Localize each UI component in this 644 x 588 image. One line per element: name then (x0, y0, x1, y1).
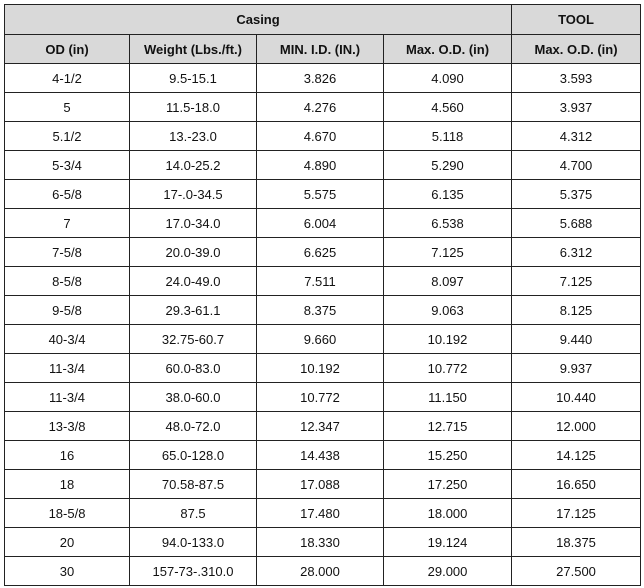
cell-tool-max-od: 5.688 (512, 209, 641, 238)
table-row (5, 499, 641, 528)
cell-od: 9-5/8 (5, 296, 130, 325)
table-row (5, 412, 641, 441)
cell-tool-max-od: 16.650 (512, 470, 641, 499)
cell-weight: 70.58-87.5 (130, 470, 257, 499)
cell-tool-max-od: 9.440 (512, 325, 641, 354)
cell-min-id: 4.276 (257, 93, 384, 122)
cell-weight: 17.0-34.0 (130, 209, 257, 238)
cell-max-od: 29.000 (384, 557, 512, 586)
table-row (5, 151, 641, 180)
cell-weight: 157-73-.310.0 (130, 557, 257, 586)
cell-max-od: 7.125 (384, 238, 512, 267)
cell-min-id: 28.000 (257, 557, 384, 586)
cell-od: 6-5/8 (5, 180, 130, 209)
cell-min-id: 14.438 (257, 441, 384, 470)
table-header (5, 5, 641, 64)
cell-tool-max-od: 9.937 (512, 354, 641, 383)
cell-tool-max-od: 7.125 (512, 267, 641, 296)
table-body (5, 64, 641, 586)
tool-group-header: TOOL (512, 5, 641, 35)
table-row (5, 209, 641, 238)
column-header-row (5, 35, 641, 64)
cell-min-id: 6.625 (257, 238, 384, 267)
cell-max-od: 5.290 (384, 151, 512, 180)
casing-group-header: Casing (5, 5, 512, 35)
cell-tool-max-od: 8.125 (512, 296, 641, 325)
table-row (5, 557, 641, 586)
cell-od: 18-5/8 (5, 499, 130, 528)
cell-max-od: 15.250 (384, 441, 512, 470)
casing-tool-table (4, 4, 641, 586)
cell-min-id: 8.375 (257, 296, 384, 325)
cell-max-od: 5.118 (384, 122, 512, 151)
cell-max-od: 12.715 (384, 412, 512, 441)
column-header-max-od: Max. O.D. (in) (384, 35, 512, 64)
cell-weight: 14.0-25.2 (130, 151, 257, 180)
cell-max-od: 11.150 (384, 383, 512, 412)
cell-weight: 11.5-18.0 (130, 93, 257, 122)
cell-min-id: 3.826 (257, 64, 384, 93)
column-header-weight: Weight (Lbs./ft.) (130, 35, 257, 64)
table-row (5, 64, 641, 93)
cell-tool-max-od: 3.937 (512, 93, 641, 122)
cell-min-id: 4.670 (257, 122, 384, 151)
cell-weight: 87.5 (130, 499, 257, 528)
cell-od: 4-1/2 (5, 64, 130, 93)
cell-tool-max-od: 4.700 (512, 151, 641, 180)
cell-min-id: 9.660 (257, 325, 384, 354)
cell-tool-max-od: 5.375 (512, 180, 641, 209)
cell-min-id: 6.004 (257, 209, 384, 238)
cell-weight: 94.0-133.0 (130, 528, 257, 557)
cell-max-od: 18.000 (384, 499, 512, 528)
cell-od: 7-5/8 (5, 238, 130, 267)
cell-max-od: 10.772 (384, 354, 512, 383)
table-row (5, 122, 641, 151)
cell-weight: 13.-23.0 (130, 122, 257, 151)
cell-od: 5.1/2 (5, 122, 130, 151)
cell-min-id: 10.772 (257, 383, 384, 412)
cell-min-id: 4.890 (257, 151, 384, 180)
table-row (5, 383, 641, 412)
cell-od: 5 (5, 93, 130, 122)
cell-weight: 60.0-83.0 (130, 354, 257, 383)
cell-min-id: 12.347 (257, 412, 384, 441)
cell-od: 30 (5, 557, 130, 586)
cell-max-od: 6.135 (384, 180, 512, 209)
cell-max-od: 6.538 (384, 209, 512, 238)
cell-weight: 32.75-60.7 (130, 325, 257, 354)
cell-od: 11-3/4 (5, 383, 130, 412)
column-header-min-id: MIN. I.D. (IN.) (257, 35, 384, 64)
cell-od: 40-3/4 (5, 325, 130, 354)
cell-od: 7 (5, 209, 130, 238)
cell-od: 16 (5, 441, 130, 470)
cell-max-od: 4.090 (384, 64, 512, 93)
cell-od: 13-3/8 (5, 412, 130, 441)
table-row (5, 325, 641, 354)
cell-weight: 9.5-15.1 (130, 64, 257, 93)
cell-min-id: 18.330 (257, 528, 384, 557)
table-row (5, 441, 641, 470)
cell-od: 18 (5, 470, 130, 499)
cell-min-id: 10.192 (257, 354, 384, 383)
table-row (5, 180, 641, 209)
cell-tool-max-od: 12.000 (512, 412, 641, 441)
cell-tool-max-od: 6.312 (512, 238, 641, 267)
cell-weight: 29.3-61.1 (130, 296, 257, 325)
cell-od: 5-3/4 (5, 151, 130, 180)
cell-od: 8-5/8 (5, 267, 130, 296)
table-row (5, 528, 641, 557)
cell-weight: 24.0-49.0 (130, 267, 257, 296)
cell-tool-max-od: 3.593 (512, 64, 641, 93)
cell-od: 11-3/4 (5, 354, 130, 383)
table-row (5, 238, 641, 267)
cell-min-id: 5.575 (257, 180, 384, 209)
cell-weight: 65.0-128.0 (130, 441, 257, 470)
cell-min-id: 7.511 (257, 267, 384, 296)
cell-max-od: 17.250 (384, 470, 512, 499)
cell-tool-max-od: 17.125 (512, 499, 641, 528)
cell-tool-max-od: 14.125 (512, 441, 641, 470)
table-row (5, 296, 641, 325)
group-header-row (5, 5, 641, 35)
table-row (5, 93, 641, 122)
table-row (5, 354, 641, 383)
cell-weight: 38.0-60.0 (130, 383, 257, 412)
cell-max-od: 10.192 (384, 325, 512, 354)
cell-weight: 48.0-72.0 (130, 412, 257, 441)
cell-max-od: 8.097 (384, 267, 512, 296)
table-row (5, 267, 641, 296)
cell-max-od: 4.560 (384, 93, 512, 122)
cell-tool-max-od: 4.312 (512, 122, 641, 151)
cell-min-id: 17.088 (257, 470, 384, 499)
table-row (5, 470, 641, 499)
cell-min-id: 17.480 (257, 499, 384, 528)
cell-max-od: 9.063 (384, 296, 512, 325)
cell-tool-max-od: 27.500 (512, 557, 641, 586)
cell-tool-max-od: 18.375 (512, 528, 641, 557)
column-header-od: OD (in) (5, 35, 130, 64)
cell-weight: 17-.0-34.5 (130, 180, 257, 209)
cell-weight: 20.0-39.0 (130, 238, 257, 267)
cell-od: 20 (5, 528, 130, 557)
cell-max-od: 19.124 (384, 528, 512, 557)
cell-tool-max-od: 10.440 (512, 383, 641, 412)
column-header-tool-max-od: Max. O.D. (in) (512, 35, 641, 64)
